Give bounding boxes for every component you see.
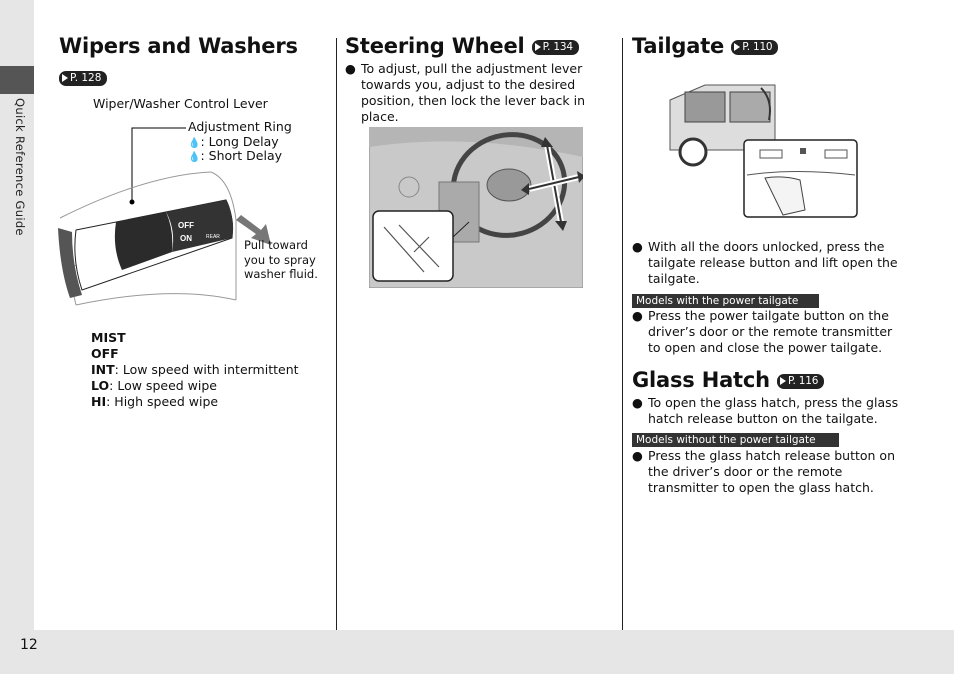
tailgate-bullet-1: ● With all the doors unlocked, press the tailgate release button and lift open the tailgate.: [632, 239, 898, 286]
lever-int-text: INT: [96, 257, 108, 267]
short-delay-icon: 💧: [188, 152, 201, 163]
wiper-mode-legend: MIST OFF INT: Low speed with intermittent LO: Low speed wipe HI: High speed wipe: [91, 330, 299, 409]
no-power-tailgate-tag: Models without the power tailgate: [632, 433, 839, 447]
lever-off-1-text: OFF: [178, 221, 194, 230]
tailgate-bullet-2: ● Press the power tailgate button on the driver’s door or the remote transmitter to open and close the power tailgate.: [632, 308, 893, 355]
adjustment-ring-label: Adjustment Ring: [188, 119, 292, 134]
tailgate-illustration: [665, 80, 860, 220]
tailgate-title: Tailgate P. 110: [632, 34, 778, 58]
steering-page-ref[interactable]: P. 134: [532, 40, 579, 55]
side-tab-bar: [0, 0, 34, 674]
glass-hatch-bullet-2: ● Press the glass hatch release button on the driver’s door or the remote transmitter to open the glass hatch.: [632, 448, 896, 495]
footer-bar: [0, 630, 954, 674]
column-divider: [336, 38, 337, 630]
long-delay-icon: 💧: [188, 138, 201, 149]
glass-hatch-bullet-1: ● To open the glass hatch, press the glass hatch release button on the tailgate.: [632, 395, 899, 426]
arrow-icon: [780, 377, 786, 385]
arrow-icon: [535, 43, 541, 51]
lever-mist-text: MIST: [90, 240, 104, 250]
lever-on-text: ON: [180, 234, 192, 243]
page-number: 12: [20, 637, 38, 653]
glass-hatch-page-ref[interactable]: P. 116: [777, 374, 824, 389]
wiper-diagram-caption: Wiper/Washer Control Lever: [93, 96, 268, 111]
tailgate-page-ref[interactable]: P. 110: [731, 40, 778, 55]
short-delay-label: 💧: Short Delay: [188, 148, 283, 163]
column-divider: [622, 38, 623, 630]
arrow-icon: [62, 74, 68, 82]
side-label: Quick Reference Guide: [13, 98, 27, 236]
steering-title: Steering Wheel P. 134: [345, 34, 579, 58]
steering-bullet: ● To adjust, pull the adjustment lever towards you, adjust to the desired position, then lock the lever back in place.: [345, 61, 585, 124]
arrow-icon: [734, 43, 740, 51]
lever-off-2-text: OFF: [94, 248, 108, 258]
wipers-page-ref[interactable]: P. 128: [59, 71, 107, 86]
steering-wheel-illustration: [369, 127, 583, 288]
wipers-title: Wipers and Washers: [59, 34, 298, 58]
wiper-lever-diagram: [56, 120, 326, 330]
glass-hatch-title: Glass Hatch P. 116: [632, 368, 824, 392]
side-tab-marker: [0, 66, 34, 94]
lever-lo-text: LO: [100, 266, 109, 275]
power-tailgate-tag: Models with the power tailgate: [632, 294, 819, 308]
long-delay-label: 💧: Long Delay: [188, 134, 279, 149]
lever-rear-text: REAR: [206, 234, 220, 240]
lever-hi-text: HI: [104, 274, 112, 282]
pull-note: Pull toward you to spray washer fluid.: [244, 238, 318, 281]
